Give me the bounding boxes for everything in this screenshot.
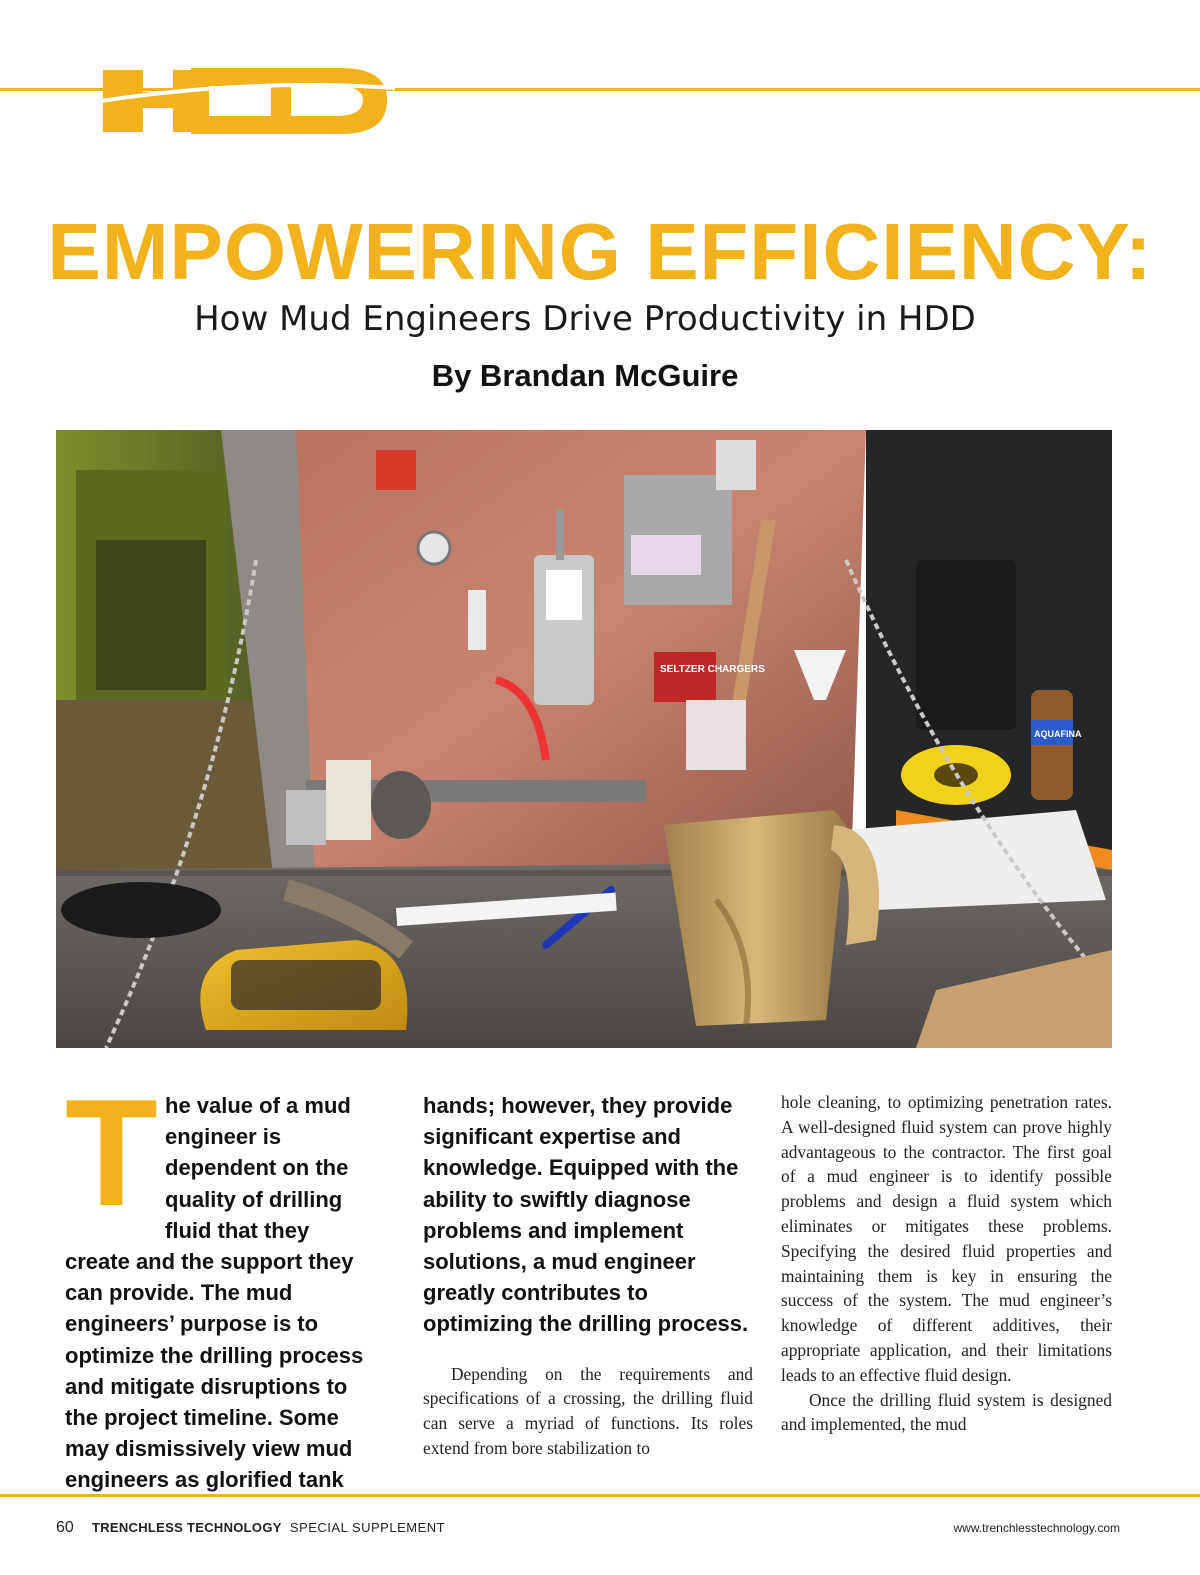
lead-text-2: hands; however, they provide significant expertise and knowledge. Equipped with the ability to swiftly diagnose problems and implement solutions, a mud engineer greatly contributes to optimizing the drilling process.: [423, 1093, 749, 1337]
column-2: [423, 1090, 753, 1461]
photo-mud-lab-kit: [56, 430, 1112, 1048]
seltzer-label: SELTZER CHARGERS: [660, 664, 765, 675]
column-3: [781, 1090, 1112, 1437]
byline: By Brandan McGuire: [431, 358, 739, 393]
headline: EMPOWERING EFFICIENCY:: [47, 207, 1153, 296]
drop-cap: T: [65, 1068, 158, 1238]
supplement-label: SPECIAL SUPPLEMENT: [289, 1520, 446, 1535]
bottom-rule: [0, 1494, 1200, 1497]
lead-paragraph-1: [65, 1068, 375, 1496]
aquafina-label: AQUAFINA: [1034, 729, 1082, 739]
column-1: [65, 1068, 375, 1496]
hdd-logo: [95, 58, 395, 142]
body-column-3: [781, 1090, 1112, 1437]
publication-name: TRENCHLESS TECHNOLOGY: [91, 1520, 282, 1535]
subheadline: How Mud Engineers Drive Productivity in HDD: [194, 299, 976, 339]
body-column-2: [423, 1362, 753, 1461]
body-paragraph-1: Depending on the requirements and specifications of a crossing, the drilling fluid can serve a myriad of functions. Its roles extend from bore stabilization to: [423, 1363, 753, 1459]
lead-text-1: he value of a mud engineer is dependent on the quality of drilling fluid that they create and the support they can provide. The mud engineers’ purpose is to optimize the drilling process and mitigate disruptions to the project timeline. Some may dismissively view mud engineers as glorified tank: [65, 1093, 364, 1493]
page-number: 60: [56, 1519, 74, 1536]
footer-url: www.trenchlesstechnology.com: [953, 1521, 1120, 1535]
body-paragraph-2: hole cleaning, to optimizing penetration rates. A well-designed fluid system can prove highly advantageous to the contractor. The first goal of a mud engineer is to identify possible problems and design a fluid system which eliminates or mitigates these problems. Specifying the desired fluid properties and maintaining them is key in ensuring the success of the system. The mud engineer’s knowledge of different additives, their appropriate application, and their limitations leads to an effective fluid design.: [781, 1092, 1112, 1385]
footer-left: [56, 1518, 445, 1538]
body-paragraph-3: Once the drilling fluid system is designed and implemented, the mud: [781, 1389, 1112, 1435]
